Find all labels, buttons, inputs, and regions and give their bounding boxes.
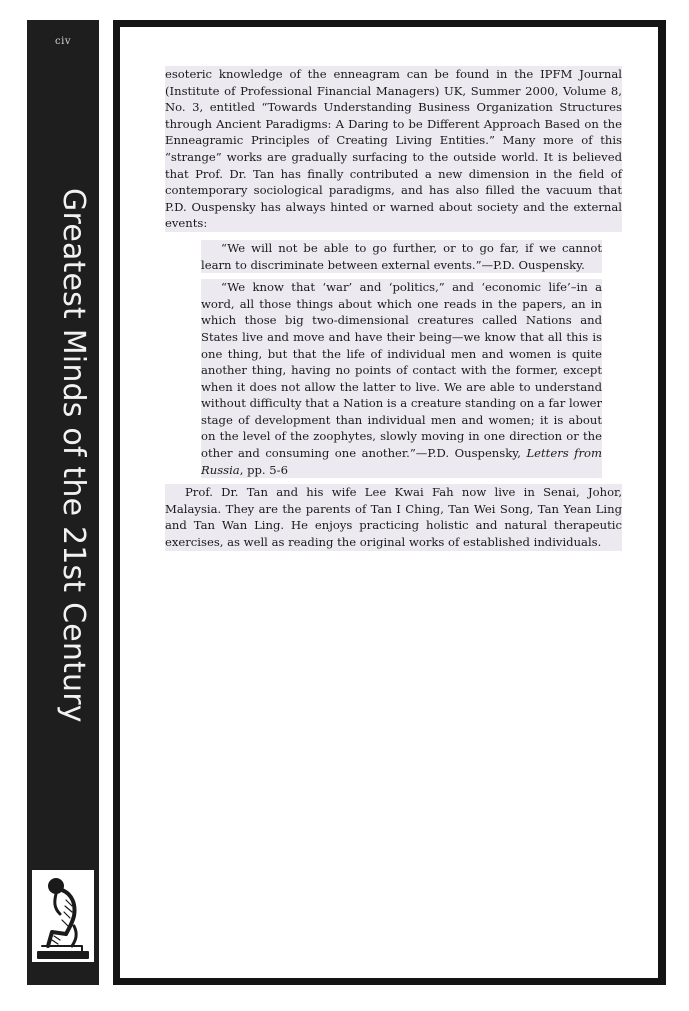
body-text: [165, 66, 622, 551]
book-spine-band: [27, 20, 99, 985]
paragraph-intro: esoteric knowledge of the enneagram can be found in the IPFM Journal (Institute of Professional Financial Managers) UK, Summer 2000, Volume 8, No. 3, entitled “Towards Understanding Business Organization Structures through Ancient Paradigms: A Daring to be Different Approach Based on the Enneagramic Principles of Creating Living Entities.” Many more of this “strange” works are gradually surfacing to the outside world. It is believed that Prof. Dr. Tan has finally contributed a new dimension in the field of contemporary sociological paradigms, and has also filled the vacuum that P.D. Ouspensky has always hinted or warned about society and the external events:: [165, 67, 622, 231]
block-quote-2: [201, 279, 602, 478]
page-number: civ: [55, 36, 71, 47]
thinker-statue-icon: [32, 870, 94, 962]
book-title-citation: Letters from Russia: [201, 446, 602, 477]
spine-title: Greatest Minds of the 21st Century: [56, 188, 91, 723]
block-quote-1: “We will not be able to go further, or to go far, if we cannot learn to discriminate between external events.”—P.D. Ouspensky.: [201, 240, 602, 272]
paragraph-closing: Prof. Dr. Tan and his wife Lee Kwai Fah now live in Senai, Johor, Malaysia. They are the parents of Tan I Ching, Tan Wei Song, Tan Yean Ling and Tan Wan Ling. He enjoys practicing holistic and natural therapeutic exercises, as well as reading the original works of established individuals.: [165, 485, 622, 550]
block-quote-2-text: “We know that ‘war’ and ‘politics,” and ‘economic life’–in a word, all those things about which one reads in the papers, an in which those big two-dimensional creatures called Nations and States live and move and have their being—we know that all this is one thing, but that the life of individual men and women is quite another thing, having no points of contact with the former, except when it does not allow the latter to live. We are able to understand without difficulty that a Nation is a creature standing on a far lower stage of development than individual men and women; it is about on the level of the zoophytes, slowly moving in one direction or the other and consuming one another.”—P.D. Ouspensky,: [201, 280, 602, 461]
citation-pages: , pp. 5-6: [239, 462, 288, 477]
